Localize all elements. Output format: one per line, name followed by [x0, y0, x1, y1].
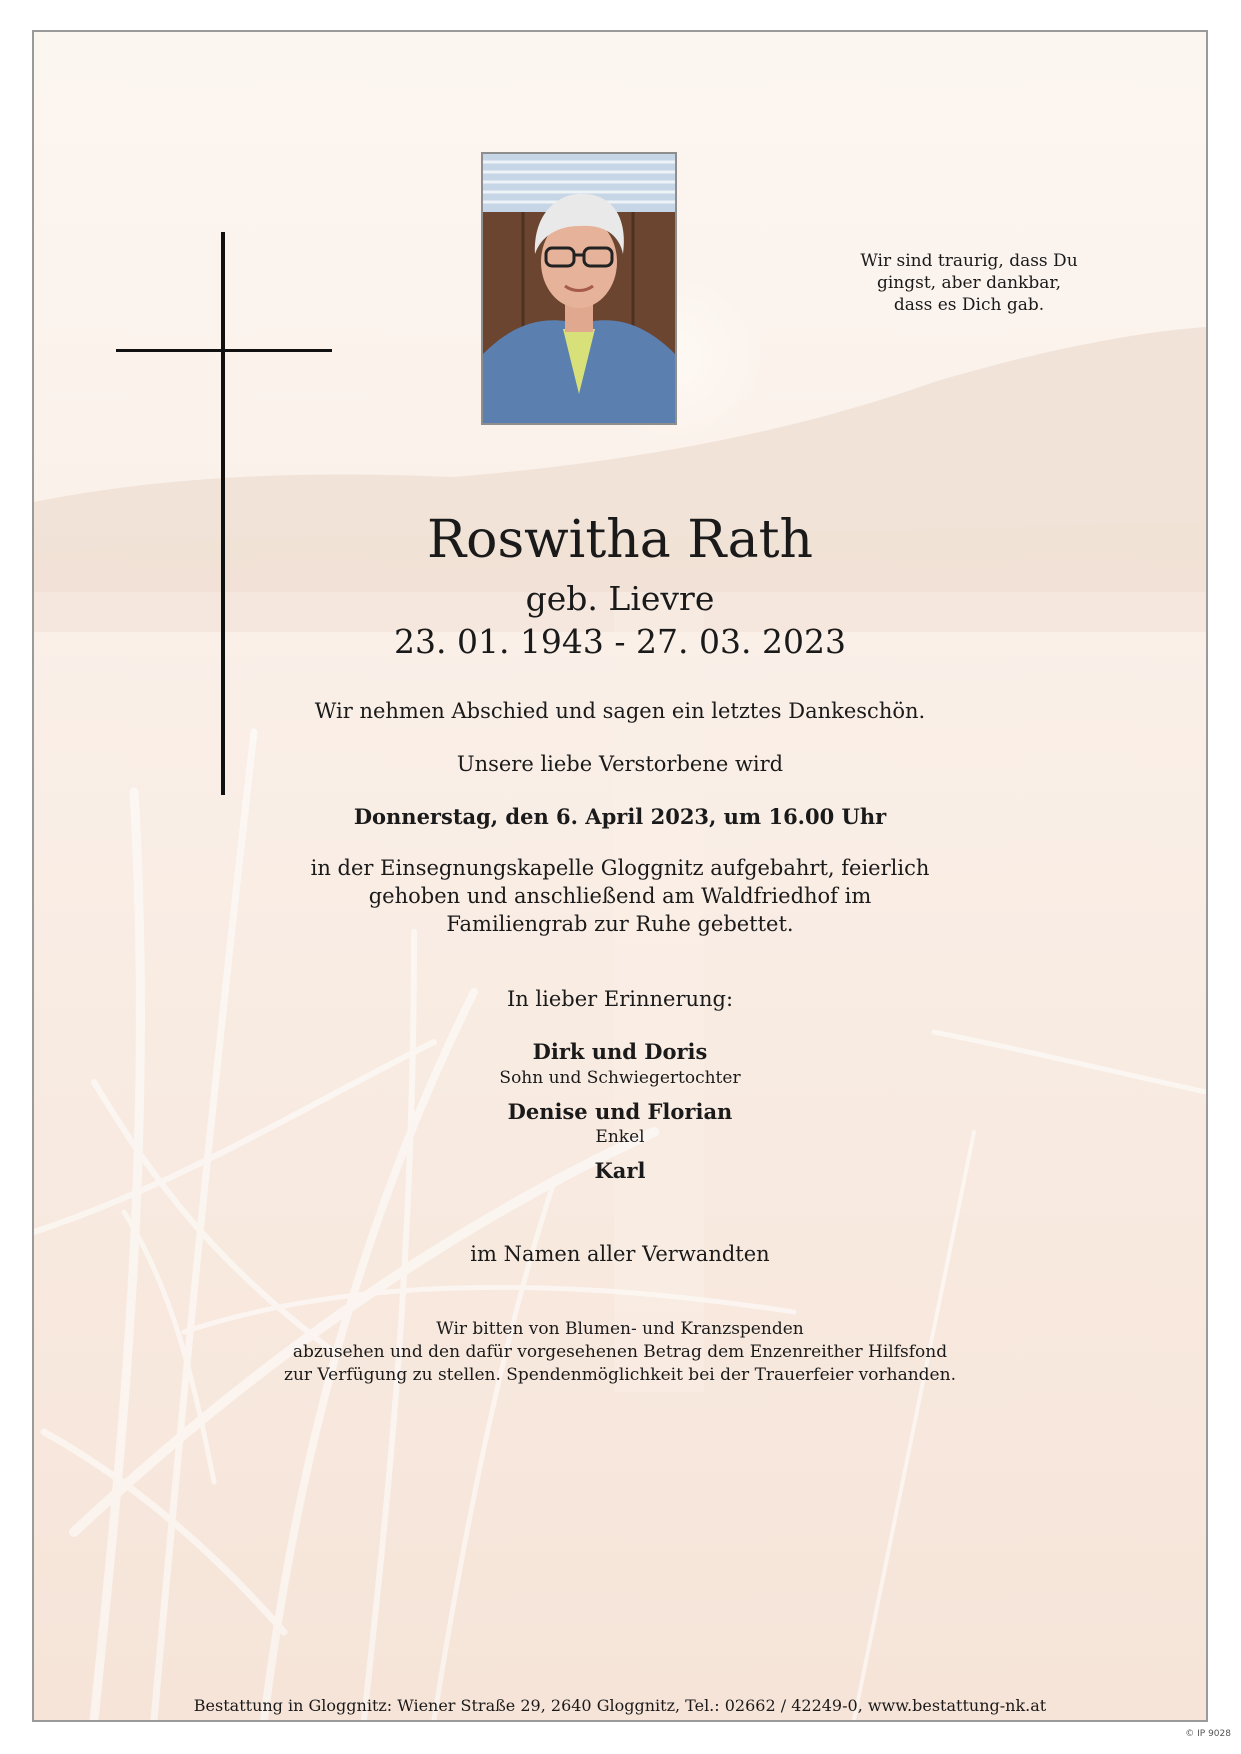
- mourner-relation: Enkel: [595, 1127, 645, 1147]
- portrait-photo: [481, 152, 677, 425]
- quote-line: dass es Dich gab.: [893, 295, 1045, 315]
- ceremony-date-time: Donnerstag, den 6. April 2023, um 16.00 Uhr: [353, 804, 887, 829]
- quote-line: gingst, aber dankbar,: [876, 273, 1062, 293]
- mourner-relation: Sohn und Schwiegertochter: [499, 1068, 741, 1088]
- farewell-text: Wir nehmen Abschied und sagen ein letztes Dankeschön.: [314, 699, 926, 723]
- donation-note: [34, 1318, 1206, 1387]
- details-line: in der Einsegnungskapelle Gloggnitz aufgebahrt, feierlich: [310, 856, 930, 880]
- details-line: Familiengrab zur Ruhe gebettet.: [446, 912, 794, 936]
- cross-icon-crossbar: [116, 349, 332, 352]
- life-dates: 23. 01. 1943 - 27. 03. 2023: [394, 622, 846, 661]
- funeral-home-footer: Bestattung in Gloggnitz: Wiener Straße 29, 2640 Gloggnitz, Tel.: 02662 / 42249-0, www.bestattung-nk.at: [193, 1696, 1047, 1715]
- birth-name: geb. Lievre: [525, 579, 715, 618]
- quote-line: Wir sind traurig, dass Du: [860, 251, 1078, 271]
- mourner-names: Dirk und Doris: [532, 1039, 708, 1064]
- mourner-names: Denise und Florian: [507, 1099, 733, 1124]
- donation-line: abzusehen und den dafür vorgesehenen Betrag dem Enzenreither Hilfsfond: [292, 1342, 948, 1362]
- donation-line: Wir bitten von Blumen- und Kranzspenden: [436, 1319, 804, 1339]
- deceased-name: Roswitha Rath: [427, 510, 813, 570]
- copyright-mark: © IP 9028: [1185, 1729, 1231, 1739]
- ceremony-details: [34, 854, 1206, 938]
- mourner-names: Karl: [594, 1158, 646, 1183]
- closing-text: im Namen aller Verwandten: [470, 1242, 770, 1266]
- obituary-card: [32, 30, 1208, 1722]
- memory-heading: In lieber Erinnerung:: [506, 987, 734, 1011]
- memorial-quote: [834, 250, 1104, 316]
- intro-text: Unsere liebe Verstorbene wird: [456, 752, 784, 776]
- details-line: gehoben und anschließend am Waldfriedhof im: [368, 884, 872, 908]
- donation-line: zur Verfügung zu stellen. Spendenmöglichkeit bei der Trauerfeier vorhanden.: [284, 1365, 956, 1385]
